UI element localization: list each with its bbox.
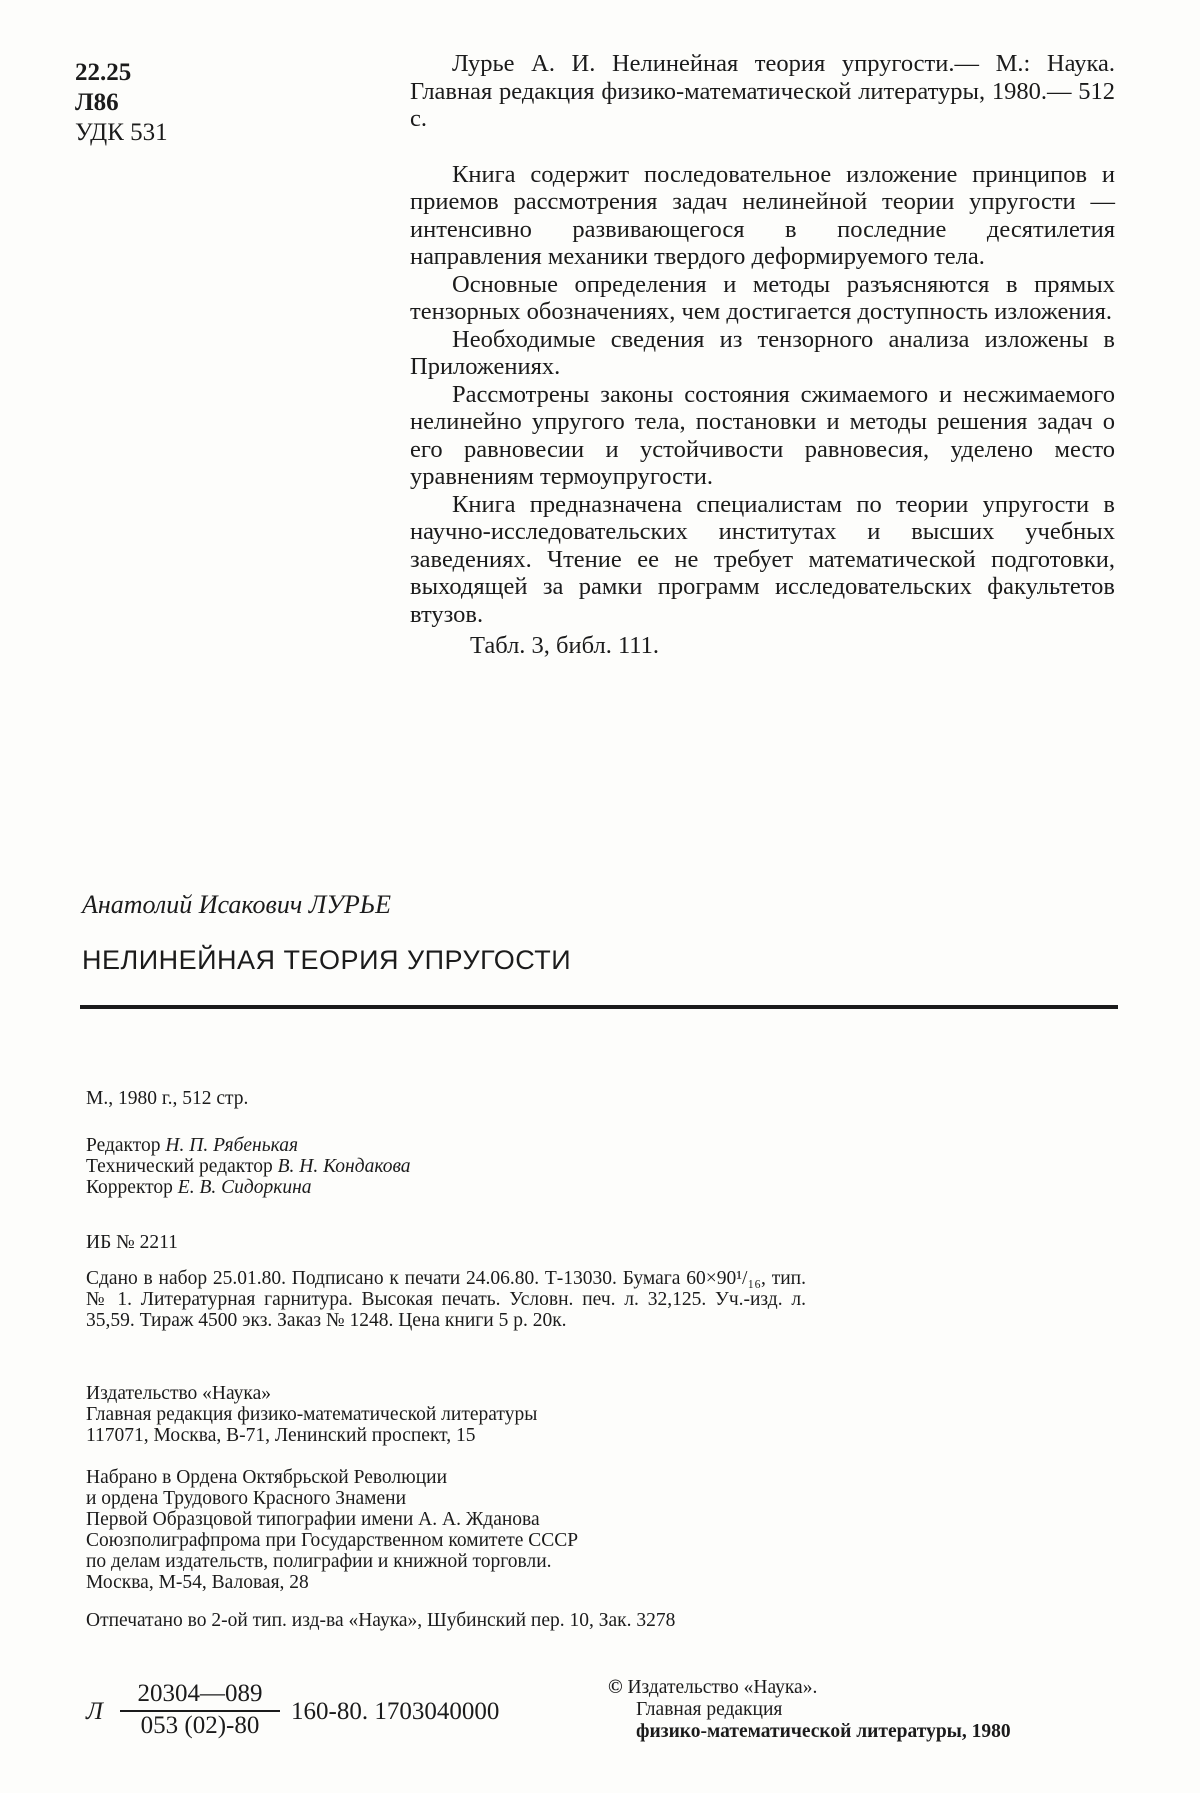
author-name: Анатолий Исакович ЛУРЬЕ bbox=[82, 890, 391, 919]
typesetter-line: Союзполиграфпрома при Государственном комитете СССР bbox=[86, 1530, 579, 1551]
abstract bbox=[410, 50, 1115, 660]
copyright-symbol: © bbox=[608, 1677, 623, 1698]
copyright-line-1 bbox=[608, 1677, 1011, 1699]
catalog-lead: Л bbox=[86, 1698, 103, 1725]
copyright-line-2: Главная редакция bbox=[636, 1699, 783, 1720]
classification-codes bbox=[75, 58, 168, 148]
author-sign: Л86 bbox=[75, 89, 119, 116]
editor-credit bbox=[86, 1135, 806, 1156]
catalog-numerator: 20304—089 bbox=[120, 1680, 280, 1712]
edition-info: М., 1980 г., 512 стр. bbox=[86, 1088, 249, 1109]
editor-label: Редактор bbox=[86, 1135, 161, 1156]
tables-bibliography-count: Табл. 3, библ. 111. bbox=[470, 632, 660, 659]
abstract-paragraph: Рассмотрены законы состояния сжимаемого и несжимаемого нелинейно упругого тела, постановки и методы решения задач о его равновесии и устойчивости равновесия, уделено место уравнениям термоупругости. bbox=[410, 380, 1115, 490]
copyright-block bbox=[608, 1677, 1011, 1743]
catalog-tail: 160-80. 1703040000 bbox=[291, 1698, 500, 1725]
print-details-block bbox=[86, 1268, 806, 1331]
printed-at-block bbox=[86, 1610, 986, 1631]
abstract-paragraph: Основные определения и методы разъясняются в прямых тензорных обозначениях, чем достигается доступность изложения. bbox=[410, 270, 1115, 325]
catalog-fraction bbox=[120, 1680, 280, 1740]
typesetter-line: Первой Образцовой типографии имени А. А. Жданова bbox=[86, 1509, 540, 1530]
corrector-name: Е. В. Сидоркина bbox=[177, 1177, 312, 1198]
staff-credits bbox=[86, 1135, 806, 1198]
copyright-line-3: физико-математической литературы, 1980 bbox=[636, 1721, 1011, 1742]
udk-code: УДК 531 bbox=[75, 119, 168, 146]
tech-editor-name: В. Н. Кондакова bbox=[277, 1156, 411, 1177]
ib-number-block bbox=[86, 1232, 806, 1253]
edition-line bbox=[86, 1088, 806, 1109]
typesetter-line: Москва, М-54, Валовая, 28 bbox=[86, 1572, 309, 1593]
typesetter-block bbox=[86, 1467, 806, 1593]
publisher-line: Главная редакция физико-математической литературы bbox=[86, 1404, 538, 1425]
corrector-label: Корректор bbox=[86, 1177, 173, 1198]
printed-at: Отпечатано во 2-ой тип. изд-ва «Наука», Шубинский пер. 10, Зак. 3278 bbox=[86, 1610, 676, 1631]
title-rule bbox=[80, 1005, 1118, 1009]
publisher-line: 117071, Москва, В-71, Ленинский проспект, 15 bbox=[86, 1425, 476, 1446]
book-title: НЕЛИНЕЙНАЯ ТЕОРИЯ УПРУГОСТИ bbox=[82, 945, 572, 975]
catalog-denominator: 053 (02)-80 bbox=[140, 1712, 260, 1739]
bibliographic-entry: Лурье А. И. Нелинейная теория упругости.— М.: Наука. Главная редакция физико-математической литературы, 1980.— 512 с. bbox=[410, 50, 1115, 132]
typesetter-line: и ордена Трудового Красного Знамени bbox=[86, 1488, 407, 1509]
publisher-block bbox=[86, 1383, 806, 1446]
abstract-paragraph: Книга предназначена специалистам по теории упругости в научно-исследовательских институтах и высших учебных заведениях. Чтение ее не требует математической подготовки, выходящей за рамки программ исследовательских факультетов втузов. bbox=[410, 490, 1115, 628]
tech-editor-label: Технический редактор bbox=[86, 1156, 273, 1177]
abstract-paragraph: Необходимые сведения из тензорного анализа изложены в Приложениях. bbox=[410, 325, 1115, 380]
typesetter-line: Набрано в Ордена Октябрьской Революции bbox=[86, 1467, 448, 1488]
ib-number: ИБ № 2211 bbox=[86, 1232, 178, 1253]
abstract-paragraph: Книга содержит последовательное изложение принципов и приемов рассмотрения задач нелинейной теории упругости — интенсивно развивающегося в последние десятилетия направления механики твердого деформируемого тела. bbox=[410, 160, 1115, 270]
typesetter-line: по делам издательств, полиграфии и книжной торговли. bbox=[86, 1551, 552, 1572]
editor-name: Н. П. Рябенькая bbox=[165, 1135, 299, 1156]
bbk-code: 22.25 bbox=[75, 59, 132, 86]
publisher-line: Издательство «Наука» bbox=[86, 1383, 272, 1404]
print-details: Сдано в набор 25.01.80. Подписано к печати 24.06.80. Т-13030. Бумага 60×90¹/₁₆, тип. № 1. Литературная гарнитура. Высокая печать. Условн. печ. л. 32,125. Уч.-изд. л. 35,59. Тираж 4500 экз. Заказ № 1248. Цена книги 5 р. 20к. bbox=[86, 1268, 806, 1331]
copyright-publisher: Издательство «Наука». bbox=[627, 1677, 818, 1698]
corrector-credit bbox=[86, 1177, 806, 1198]
tech-editor-credit bbox=[86, 1156, 806, 1177]
